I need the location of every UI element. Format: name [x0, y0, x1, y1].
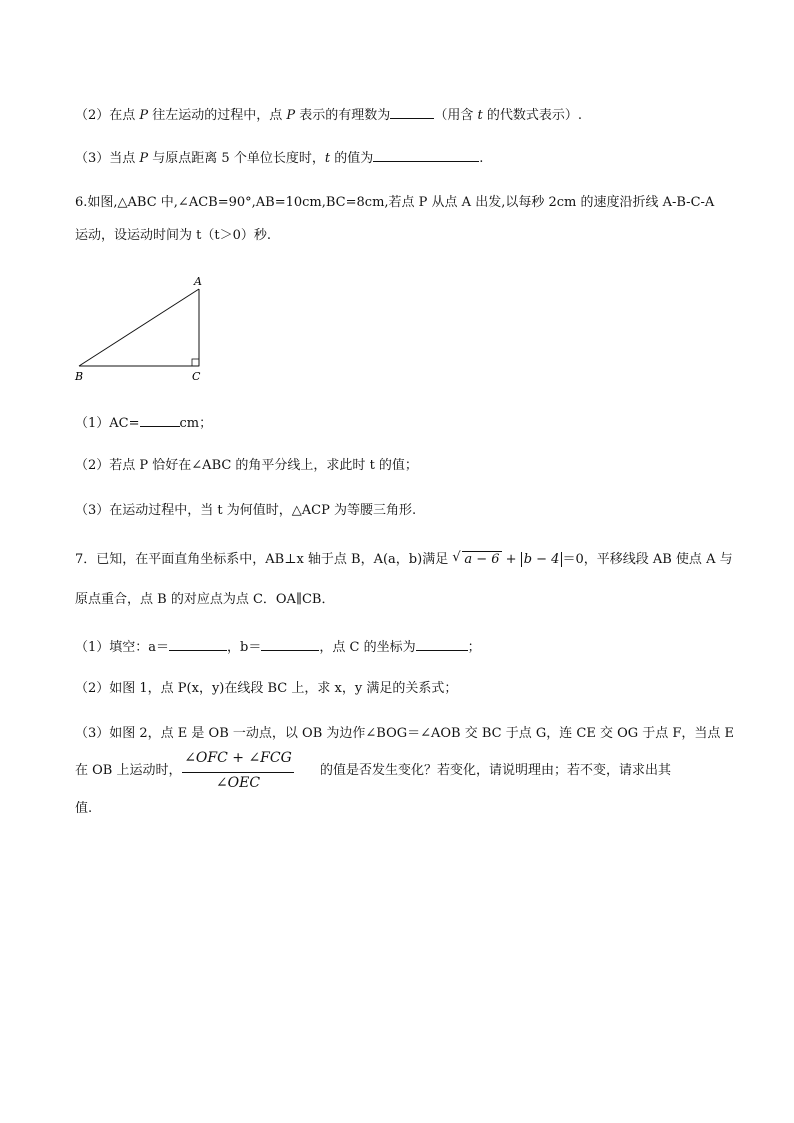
- vertex-label-b: B: [75, 370, 84, 383]
- q6-part2: （2）若点 P 恰好在∠ABC 的角平分线上，求此时 t 的值；: [75, 458, 418, 473]
- q6-part1: （1）AC= cm；: [75, 412, 212, 433]
- q6-part3: （3）在运动过程中，当 t 为何值时，△ACP 为等腰三角形.: [75, 503, 417, 518]
- right-angle-mark: [192, 359, 199, 366]
- q7-part3-line1: （3）如图 2，点 E 是 OB 一动点，以 OB 为边作∠BOG＝∠AOB 交 BC 于点 G，连 CE 交 OG 于点 F，当点 E: [75, 726, 735, 741]
- answer-blank[interactable]: [390, 104, 434, 119]
- q7-part3-line3: 值.: [75, 801, 93, 816]
- sqrt-expression: √ a − 6: [452, 550, 500, 567]
- q7-part3-line2a: 在 OB 上运动时，: [75, 763, 182, 778]
- answer-blank[interactable]: [261, 636, 319, 651]
- vertex-label-c: C: [192, 370, 201, 383]
- fraction-bar: [182, 772, 294, 773]
- sqrt-symbol: √: [452, 550, 461, 565]
- triangle-figure: [70, 270, 220, 385]
- vertex-label-a: A: [194, 275, 202, 288]
- absolute-value-expression: b − 4: [521, 552, 563, 567]
- q7-part3-line2b: 的值是否发生变化？若变化，请说明理由；若不变，请求出其: [320, 763, 672, 778]
- q7-stem-line1: 7．已知，在平面直角坐标系中，AB⊥x 轴于点 B，A(a，b)满足 √ a − 6 + b − 4 ＝0，平移线段 AB 使点 A 与: [75, 550, 733, 567]
- answer-blank[interactable]: [140, 412, 180, 427]
- q7-part2: （2）如图 1，点 P(x，y)在线段 BC 上，求 x，y 满足的关系式；: [75, 681, 458, 696]
- answer-blank[interactable]: [373, 147, 479, 162]
- fraction-denominator: ∠OEC: [215, 775, 261, 791]
- q7-part1: （1）填空：a＝ ，b＝ ，点 C 的坐标为 ；: [75, 636, 481, 657]
- fraction-numerator: ∠OFC + ∠FCG: [184, 750, 292, 766]
- q5-part2: （2）在点 P 往左运动的过程中，点 P 表示的有理数为 （用含 t 的代数式表示）.: [75, 104, 582, 125]
- q5-part3: （3）当点 P 与原点距离 5 个单位长度时，t 的值为 .: [75, 147, 483, 168]
- q6-stem-line1: 6.如图,△ABC 中,∠ACB=90°,AB=10cm,BC=8cm,若点 P 从点 A 出发,以每秒 2cm 的速度沿折线 A-B-C-A: [75, 195, 715, 210]
- q6-stem-line2: 运动，设运动时间为 t（t＞0）秒.: [75, 228, 271, 243]
- answer-blank[interactable]: [416, 636, 468, 651]
- q7-stem-line2: 原点重合，点 B 的对应点为点 C．OA∥CB．: [75, 592, 335, 607]
- side-ab: [79, 289, 199, 366]
- angle-fraction: [180, 748, 296, 794]
- answer-blank[interactable]: [169, 636, 227, 651]
